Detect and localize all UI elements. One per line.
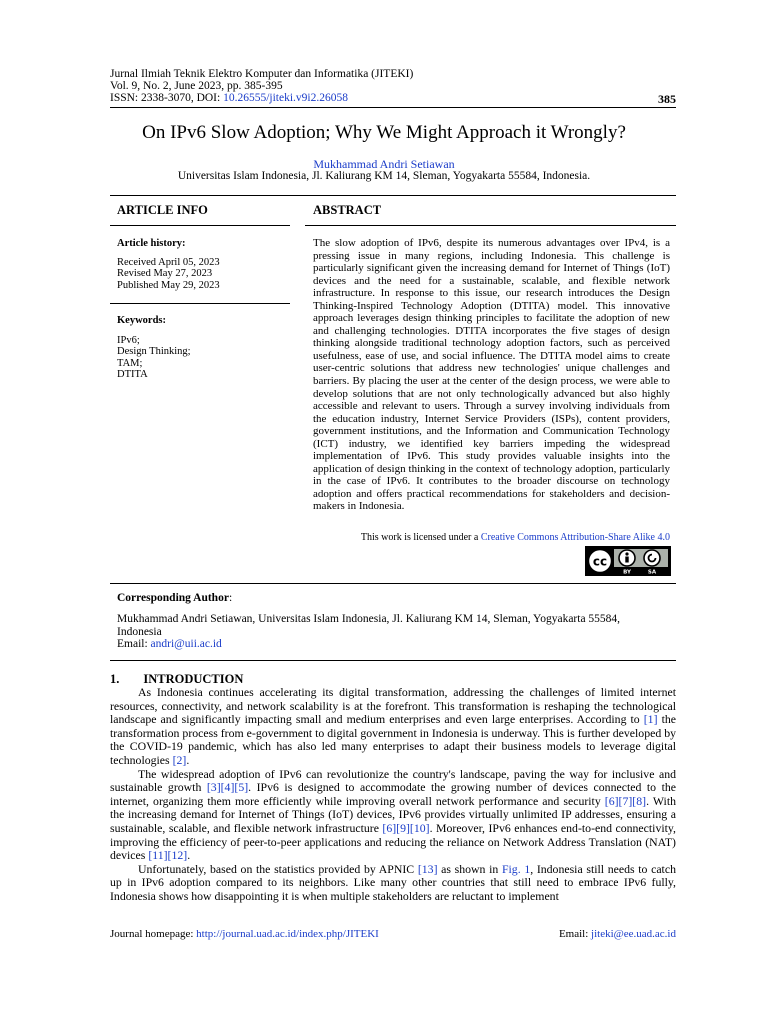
by-label: BY — [623, 569, 631, 575]
paragraph-text: The widespread adoption of IPv6 can revolutionize the country's landscape, paving the way for inclusive and sustainable growth — [110, 766, 676, 795]
paragraph-text: Unfortunately, based on the statistics provided by APNIC — [138, 861, 418, 876]
author-affiliation: Universitas Islam Indonesia, Jl. Kaliurang KM 14, Sleman, Yogyakarta 55584, Indonesia. — [177, 170, 591, 182]
issn-text: ISSN: 2338-3070, DOI: — [110, 92, 224, 104]
citation-link[interactable]: [6][7][8] — [604, 793, 647, 808]
person-icon — [625, 552, 628, 555]
citation-link[interactable]: [3][4][5] — [206, 780, 249, 795]
corresponding-end-rule — [110, 660, 676, 661]
keyword-item: TAM; — [117, 357, 143, 369]
section-number: 1. — [110, 672, 120, 686]
abstract-text: The slow adoption of IPv6, despite its numerous advantages over IPv4, is a pressing issue in many regions, including Indonesia. This challenge is particularly significant given the increasing demand for Internet of Things (IoT) devices and the need for a sustainable, scalable, and flexible network infrastructure. In response to this issue, our research introduces the Design Thinking-Inspired Technology Adoption (DTITA) model. This innovative approach leverages design thinking principles to facilitate the adoption of new and challenging technologies. DTITA incorporates the five stages of design thinking alongside traditional technology adoption factors, such as perceived usefulness, ease of use, and social influence. The DTITA model aims to create user-centric solutions that address new technologies' unique challenges and barriers. By placing the user at the center of the design process, we were able to develop solutions that are not only technologically advanced but also highly accessible and relevant to users. Through a survey involving individuals from the education industry, Internet Service Providers (ISPs), content providers, government institutions, and the Information and Communication Technology (ICT) industry, we identified key barriers impeding the widespread implementation of IPv6. This study provides valuable insights into the application of design thinking in the context of technology adoption, particularly in the case of IPv6. It contributes to the broader discourse on technology adoption and offers practical recommendations for stakeholders and decision-makers in Indonesia. — [313, 237, 670, 513]
body-paragraph — [110, 768, 676, 863]
abstract-rule — [305, 225, 676, 226]
journal-issn — [110, 92, 413, 104]
license-line — [361, 532, 670, 543]
paragraph-text: As Indonesia continues accelerating its digital transformation, addressing the challenges of limited internet resources, connectivity, and network scalability is at the forefront. This transformation is reshaping the technological landscape and significantly impacting small and medium enterprises and even large enterprises. According to — [110, 685, 676, 727]
footer-email-label: Email: — [558, 928, 592, 940]
corresponding-details — [117, 613, 620, 651]
cc-label: cc — [592, 554, 608, 569]
body-text — [110, 686, 676, 904]
keyword-item: IPv6; — [117, 334, 140, 346]
keywords-rule — [110, 303, 290, 304]
cc-by-sa-badge[interactable] — [585, 546, 671, 576]
received-date: Received April 05, 2023 — [117, 256, 220, 268]
corresponding-label-line — [117, 592, 232, 604]
author-name[interactable]: Mukhammad Andri Setiawan — [313, 157, 455, 171]
corresponding-colon: : — [228, 592, 233, 604]
corresponding-email-line — [117, 638, 620, 651]
journal-header — [110, 68, 413, 104]
page-number: 385 — [658, 92, 676, 106]
paragraph-text: . — [186, 752, 190, 767]
corresponding-address: Mukhammad Andri Setiawan, Universitas Islam Indonesia, Jl. Kaliurang KM 14, Sleman, Yogyakarta 55584, — [117, 613, 621, 625]
keyword-item: DTITA — [117, 369, 148, 381]
paper-title: On IPv6 Slow Adoption; Why We Might Approach it Wrongly? — [142, 122, 626, 143]
journal-volume: Vol. 9, No. 2, June 2023, pp. 385-395 — [110, 80, 283, 92]
article-info-heading: ARTICLE INFO — [117, 203, 208, 217]
header-rule — [110, 107, 676, 108]
keywords-block — [117, 315, 191, 381]
section-title: INTRODUCTION — [143, 672, 244, 686]
corresponding-country: Indonesia — [117, 625, 162, 638]
revised-date: Revised May 27, 2023 — [117, 268, 213, 280]
article-history — [117, 238, 220, 291]
corresponding-email-label: Email: — [117, 638, 151, 650]
keyword-item: Design Thinking; — [117, 346, 191, 358]
citation-link[interactable]: [6][9][10] — [382, 820, 430, 835]
homepage-label: Journal homepage: — [110, 928, 197, 940]
license-link[interactable]: Creative Commons Attribution-Share Alike 4.0 — [480, 532, 670, 543]
homepage-link[interactable]: http://journal.uad.ac.id/index.php/JITEKI — [196, 928, 379, 940]
published-date: Published May 29, 2023 — [117, 279, 220, 291]
sa-label: SA — [647, 569, 657, 575]
abstract-end-rule — [110, 583, 676, 584]
doi-link[interactable]: 10.26555/jiteki.v9i2.26058 — [223, 92, 348, 104]
citation-link[interactable]: [1] — [643, 712, 658, 727]
keywords-label: Keywords: — [117, 315, 166, 326]
citation-link[interactable]: [11][12] — [148, 848, 188, 863]
paragraph-text: , Indonesia still needs to catch up in IPv6 adoption compared to its neighbors. Like many other countries that still need to embrace IPv6 fully, Indonesia shows how disappointing it is when multiple stakeholders are reluctant to implement — [110, 861, 676, 903]
paragraph-text: . IPv6 is designed to accommodate the growing number of devices connected to the internet, organizing them more efficiently while improving overall network performance and security — [110, 780, 676, 808]
citation-link[interactable]: [13] — [417, 861, 438, 876]
body-paragraph — [110, 863, 676, 904]
license-prefix: This work is licensed under a — [360, 532, 481, 543]
corresponding-label: Corresponding Author — [117, 592, 229, 604]
paragraph-text: the transformation process from e-government to digital government in Indonesia is underway. This is further developed by the COVID-19 pandemic, which has also led many enterprises to adapt their business models to leverage digital technologies — [110, 712, 676, 767]
citation-link[interactable]: [2] — [172, 752, 187, 767]
paragraph-text: . — [187, 848, 191, 863]
abstract-heading: ABSTRACT — [313, 203, 382, 217]
paragraph-text: as shown in — [437, 861, 502, 876]
paragraph-text: . With the increasing demand for Internet of Things (IoT) devices, IPv6 provides virtually unlimited IP addresses, ensuring a sustainable, scalable, and flexible network infrastructure — [110, 793, 676, 835]
footer-email — [559, 928, 676, 940]
title-rule — [110, 195, 676, 196]
paragraph-text: . Moreover, IPv6 enhances end-to-end connectivity, improving the efficiency of peer-to-peer applications and reducing the reliance on Network Address Translation (NAT) devices — [110, 820, 676, 863]
footer-email-link[interactable]: jiteki@ee.uad.ac.id — [591, 928, 676, 940]
history-label: Article history: — [117, 238, 186, 249]
info-rule — [110, 225, 290, 226]
footer-homepage — [110, 928, 379, 940]
cc-badge-graphic — [586, 547, 670, 575]
body-paragraph — [110, 686, 676, 768]
journal-name: Jurnal Ilmiah Teknik Elektro Komputer dan Informatika (JITEKI) — [110, 68, 414, 80]
citation-link[interactable]: Fig. 1 — [501, 861, 531, 876]
corresponding-email-link[interactable]: andri@uii.ac.id — [150, 638, 222, 650]
